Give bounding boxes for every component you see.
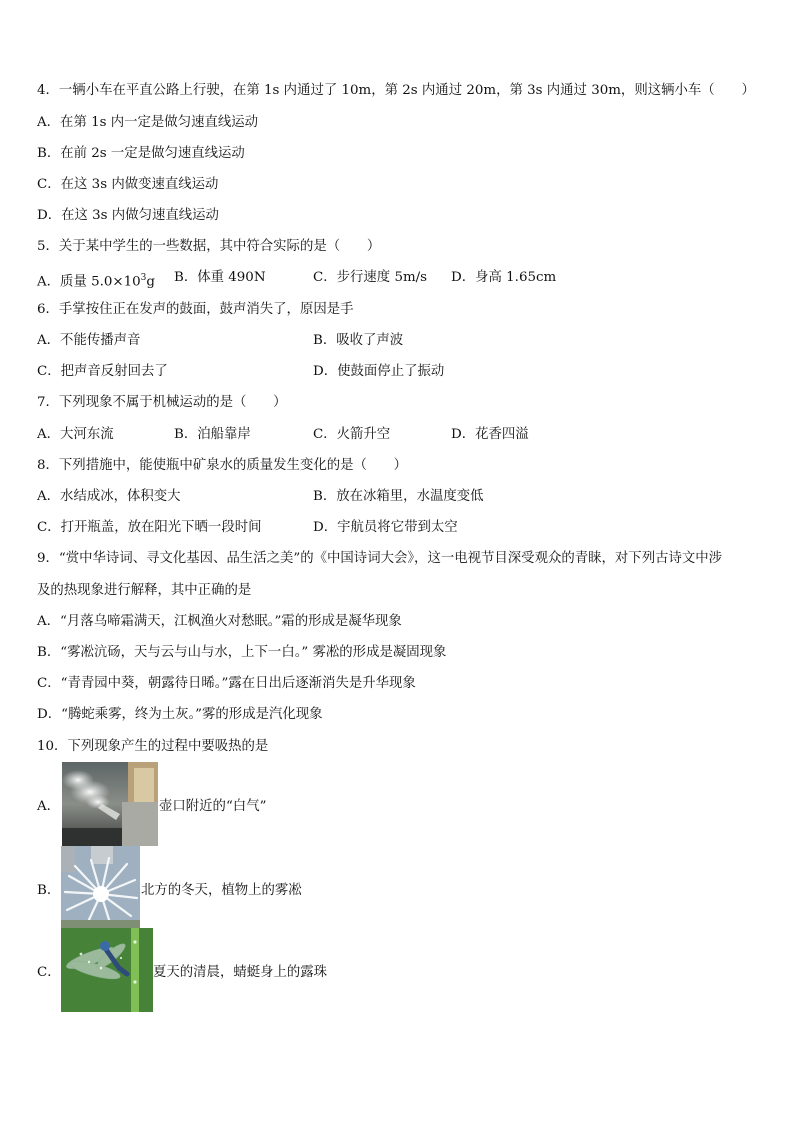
q6-option-d: D．使鼓面停止了振动: [313, 364, 445, 379]
q9-stem-line2: 及的热现象进行解释，其中正确的是: [37, 583, 252, 598]
frost-plant-image: [61, 846, 140, 928]
q8-option-d: D．宇航员将它带到太空: [313, 520, 458, 535]
q6-option-a: A．不能传播声音: [37, 333, 141, 348]
q10-option-c-label: C．: [37, 965, 61, 980]
q4-option-b: B．在前 2s 一定是做匀速直线运动: [37, 146, 245, 161]
q6-option-c: C．把声音反射回去了: [37, 364, 168, 379]
q7-option-a: A．大河东流: [37, 427, 114, 442]
q10-option-a-label: A．: [37, 799, 61, 814]
q4-option-c: C．在这 3s 内做变速直线运动: [37, 177, 219, 192]
q10-option-b-caption: 北方的冬天，植物上的雾凇: [141, 883, 302, 898]
q5-option-d: D．身高 1.65cm: [451, 270, 557, 285]
dragonfly-dew-image: [61, 928, 153, 1012]
kettle-steam-image: [62, 762, 158, 846]
q8-option-b: B．放在冰箱里，水温度变低: [313, 489, 484, 504]
q9-option-c: C．“青青园中葵，朝露待日晞。”露在日出后逐渐消失是升华现象: [37, 676, 416, 691]
q10-option-c-caption: 夏天的清晨，蜻蜓身上的露珠: [153, 965, 328, 980]
q7-option-d: D．花香四溢: [451, 427, 529, 442]
q10-stem: 10．下列现象产生的过程中要吸热的是: [37, 739, 269, 754]
q6-option-b: B．吸收了声波: [313, 333, 404, 348]
q7-stem: 7．下列现象不属于机械运动的是（ ）: [37, 395, 287, 410]
q10-option-b-label: B．: [37, 883, 61, 898]
q9-option-b: B．“雾凇沆砀，天与云与山与水，上下一白。” 雾凇的形成是凝固现象: [37, 645, 447, 660]
q5-option-c: C．步行速度 5m/s: [313, 270, 428, 285]
q10-option-c: [37, 928, 367, 1012]
q10-option-a: [37, 762, 337, 846]
q5-option-b: B．体重 490N: [174, 270, 266, 285]
q8-option-a: A．水结成冰，体积变大: [37, 489, 181, 504]
q9-option-d: D．“腾蛇乘雾，终为土灰。”雾的形成是汽化现象: [37, 707, 323, 722]
q9-stem-line1: 9．“赏中华诗词、寻文化基因、品生活之美”的《中国诗词大会》，这一电视节目深受观众的青睐，对下列古诗文中涉: [37, 551, 723, 566]
q7-option-c: C．火箭升空: [313, 427, 391, 442]
q6-stem: 6．手掌按住正在发声的鼓面，鼓声消失了，原因是手: [37, 302, 354, 317]
q4-option-d: D．在这 3s 内做匀速直线运动: [37, 208, 219, 223]
q4-option-a: A．在第 1s 内一定是做匀速直线运动: [37, 115, 259, 130]
q9-option-a: A．“月落乌啼霜满天，江枫渔火对愁眠。”霜的形成是凝华现象: [37, 614, 402, 629]
q5-stem: 5．关于某中学生的一些数据，其中符合实际的是（ ）: [37, 239, 381, 254]
q8-option-c: C．打开瓶盖，放在阳光下晒一段时间: [37, 520, 262, 535]
q5-option-a: A．质量 $5.0\times 10^3g$: [37, 273, 155, 290]
q10-option-a-caption: 壶口附近的“白气”: [159, 799, 267, 814]
q7-option-b: B．泊船靠岸: [174, 427, 251, 442]
q8-stem: 8．下列措施中，能使瓶中矿泉水的质量发生变化的是（ ）: [37, 458, 408, 473]
q4-stem: 4．一辆小车在平直公路上行驶，在第 1s 内通过了 10m，第 2s 内通过 20m，第 3s 内通过 30m，则这辆小车（ ）: [37, 83, 755, 98]
q10-option-b: [37, 846, 357, 928]
